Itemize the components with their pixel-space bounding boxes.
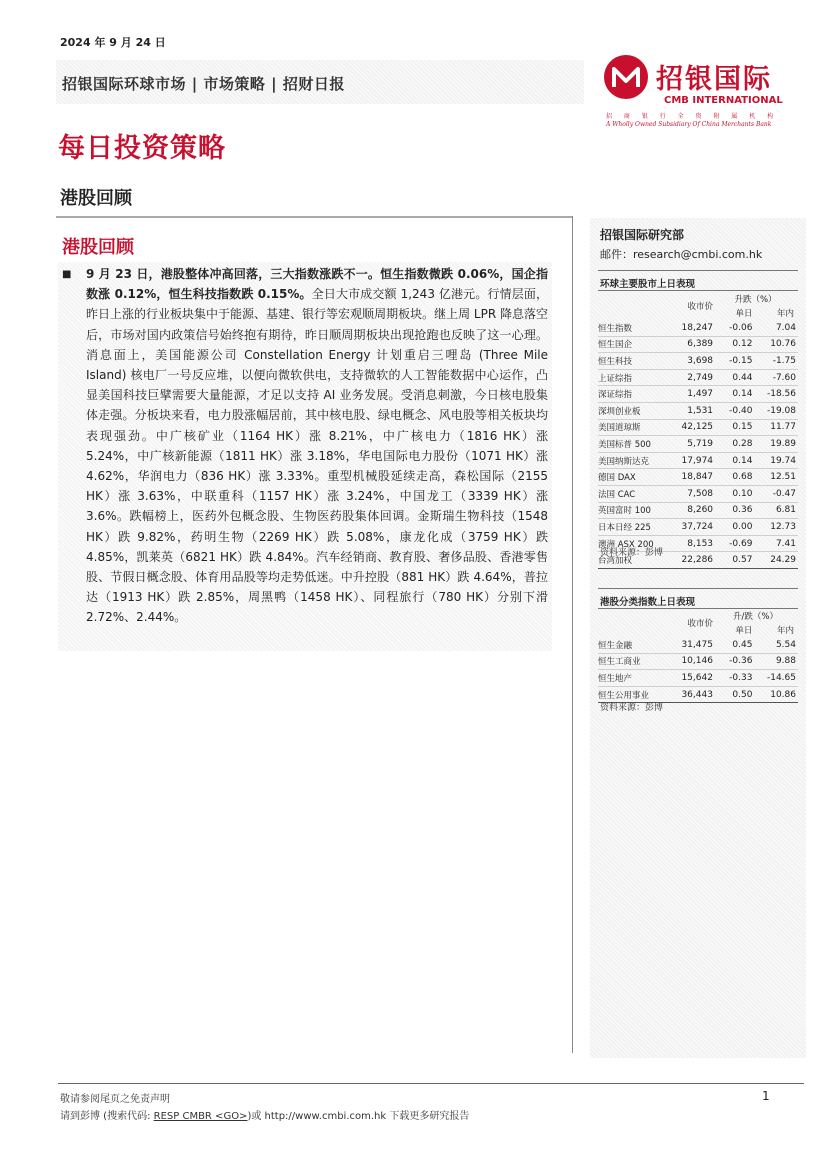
ytd-change: -1.75	[772, 355, 796, 366]
close-value: 3,698	[687, 355, 714, 366]
paragraph-lead: 9 月 23 日，港股整体冲高回落，三大指数涨跌不一。恒生指数微跌 0.06%，国企指数涨 0.12%，恒生科技指数跌 0.15%。	[86, 267, 548, 302]
close-value: 8,153	[687, 538, 714, 549]
close-value: 36,443	[681, 689, 713, 700]
paragraph-body: 全日大市成交额 1,243 亿港元。行情层面，昨日上涨的行业板块集中于能源、基建、银行等宏观顺周期板块。继上周 LPR 降息落空后，市场对国内政策信号始终抱有期待，昨日顺周期板块出现抢跑也反映了这一心理。消息面上，美国能源公司 Constellation Energy 计划重启三哩岛 (Three Mile Island) 核电厂一号反应堆，以便向微软供电，支持微软的人工智能数据中心运作，凸显美国科技巨擘需要大量能源，才足以支持 AI 业务发展。受消息刺激，今日核电股集体走强。分板块来看，电力股涨幅居前，其中核电股、绿电概念、风电股等相关板块均表现强劲。中广核矿业（1164 HK）涨 8.21%，中广核电力（1816 HK）涨 5.24%，中广核新能源（1811 HK）涨 3.18%，华电国际电力股份（1071 HK）涨 4.62%，华润电力（836 HK）涨 3.33%。重型机械股延续走高，森松国际（2155 HK）涨 3.63%，中联重科（1157 HK）涨 3.24%，中国龙工（3339 HK）涨 3.6%。跌幅榜上，医药外包概念股、生物医药股集体回调。金斯瑞生物科技（1548 HK）跌 9.82%，药明生物（2269 HK）跌 5.08%，康龙化成（3759 HK）跌 4.85%，凯莱英（6821 HK）跌 4.84%。汽车经销商、教育股、奢侈品股、香港零售股、节假日概念股、体育用品股等均走势低迷。中升控股（881 HK）跌 4.64%，普拉达（1913 HK）跌 2.85%，周黑鸭（1458 HK）、同程旅行（780 HK）分别下滑 2.72%、2.44%。	[86, 287, 549, 625]
ytd-change: -19.08	[766, 405, 796, 416]
footer-disclaimer: 敬请参阅尾页之免责声明	[60, 1094, 170, 1105]
close-value: 17,974	[681, 455, 714, 466]
day-change: 0.57	[732, 555, 753, 566]
close-value: 37,724	[681, 521, 714, 532]
table-row	[598, 353, 798, 370]
col-change: 升/跌（%）	[733, 612, 778, 622]
table-row	[598, 519, 798, 536]
title-divider	[56, 216, 573, 218]
day-change: 0.00	[732, 521, 753, 532]
day-change: 0.50	[732, 689, 753, 700]
index-name: 日本日经 225	[598, 522, 651, 533]
close-value: 18,247	[681, 322, 714, 333]
global-markets-table	[598, 292, 798, 569]
table2-source: 资料来源：彭博	[600, 703, 664, 713]
index-name: 恒生国企	[598, 340, 633, 351]
table-row	[598, 369, 798, 386]
ytd-change: 10.76	[770, 339, 796, 350]
market-review-paragraph	[86, 264, 548, 628]
index-name: 恒生公用事业	[598, 690, 650, 701]
contact-prefix: 请到彭博 (搜索代码:	[60, 1111, 154, 1122]
close-value: 22,286	[681, 555, 714, 566]
ytd-change: 12.73	[770, 521, 796, 532]
day-change: 0.28	[732, 438, 753, 449]
table2-top-rule	[598, 588, 798, 589]
ytd-change: 19.74	[770, 455, 796, 466]
close-value: 42,125	[681, 422, 714, 433]
document-subtitle: 港股回顾	[60, 188, 132, 209]
close-value: 31,475	[681, 639, 713, 650]
ytd-change: 12.51	[770, 472, 796, 483]
col-close: 收市价	[687, 619, 713, 629]
banner-title: 招银国际环球市场 | 市场策略 | 招财日报	[62, 75, 345, 93]
table-row	[598, 320, 798, 336]
square-bullet-icon: ■	[62, 269, 72, 280]
table-row	[598, 419, 798, 436]
day-change: 0.44	[732, 372, 753, 383]
index-name: 法国 CAC	[598, 489, 636, 500]
index-name: 恒生工商业	[598, 657, 641, 668]
day-change: 0.15	[732, 422, 753, 433]
index-name: 英国富时 100	[598, 506, 651, 517]
close-value: 1,497	[687, 389, 714, 400]
index-name: 澳洲 ASX 200	[598, 539, 654, 550]
table-row	[598, 336, 798, 353]
document-title: 每日投资策略	[58, 133, 226, 164]
ytd-change: -7.60	[772, 372, 796, 383]
logo-mark-icon	[604, 55, 648, 99]
table-row	[598, 386, 798, 403]
close-value: 5,719	[687, 438, 714, 449]
logo-subsidiary-cn: 招 商 银 行 全 资 附 属 机 构	[606, 113, 779, 120]
close-value: 7,508	[687, 488, 714, 499]
table-row	[598, 402, 798, 419]
table-row	[598, 670, 798, 687]
table1-title: 环球主要股市上日表现	[600, 279, 696, 290]
day-change: 0.14	[732, 389, 753, 400]
col-change: 升跌（%）	[734, 295, 777, 305]
table1-top-rule	[598, 270, 798, 271]
index-name: 上证综指	[598, 373, 633, 384]
col-ytd: 年内	[776, 626, 794, 636]
research-dept: 招银国际研究部	[600, 228, 685, 242]
ytd-change: 24.29	[770, 555, 796, 566]
close-value: 2,749	[687, 372, 714, 383]
index-name: 美国道琼斯	[598, 423, 641, 434]
table-row	[598, 502, 798, 519]
logo-chinese-name: 招银国际	[656, 64, 772, 95]
day-change: 0.12	[732, 339, 753, 350]
day-change: 0.68	[732, 472, 753, 483]
day-change: -0.33	[729, 672, 753, 683]
day-change: -0.69	[729, 538, 753, 549]
close-value: 6,389	[687, 339, 714, 350]
footer-rule	[58, 1083, 804, 1084]
col-ytd: 年内	[776, 309, 794, 319]
report-date: 2024 年 9 月 24 日	[60, 36, 166, 49]
ytd-change: 9.88	[775, 656, 796, 667]
ytd-change: 6.81	[775, 505, 796, 516]
col-day: 单日	[735, 626, 753, 636]
logo-subsidiary-en: A Wholly Owned Subsidiary Of China Merchants Bank	[606, 121, 772, 128]
close-value: 15,642	[681, 672, 713, 683]
close-value: 8,260	[687, 505, 714, 516]
col-close: 收市价	[687, 302, 714, 312]
ytd-change: 19.89	[770, 438, 796, 449]
day-change: 0.45	[732, 639, 753, 650]
day-change: -0.40	[729, 405, 753, 416]
table-row	[598, 485, 798, 502]
index-name: 恒生金融	[598, 640, 633, 651]
close-value: 10,146	[681, 656, 713, 667]
ytd-change: 10.86	[770, 689, 796, 700]
index-name: 恒生科技	[598, 356, 633, 367]
contact-email: 邮件：research@cmbi.com.hk	[600, 248, 763, 261]
ytd-change: 5.54	[775, 639, 796, 650]
index-name: 台湾加权	[598, 556, 633, 567]
table-row	[598, 653, 798, 670]
logo-english-name: CMB INTERNATIONAL	[664, 95, 783, 106]
close-value: 1,531	[687, 405, 714, 416]
ytd-change: 11.77	[770, 422, 796, 433]
day-change: -0.15	[729, 355, 753, 366]
index-name: 美国标普 500	[598, 439, 651, 450]
table-row	[598, 452, 798, 469]
index-name: 恒生地产	[598, 673, 633, 684]
page-number: 1	[762, 1089, 770, 1103]
day-change: 0.36	[732, 505, 753, 516]
day-change: 0.14	[732, 455, 753, 466]
bloomberg-code-link[interactable]: RESP CMBR <GO>	[153, 1111, 248, 1122]
footer-contact	[60, 1107, 469, 1122]
day-change: -0.06	[729, 322, 753, 333]
index-name: 美国纳斯达克	[598, 456, 650, 467]
ytd-change: 7.41	[775, 538, 796, 549]
ytd-change: 7.04	[775, 322, 796, 333]
hk-sector-table	[598, 609, 798, 703]
ytd-change: -18.56	[766, 389, 796, 400]
table2-title: 港股分类指数上日表现	[600, 597, 696, 608]
col-day: 单日	[735, 309, 753, 319]
close-value: 18,847	[681, 472, 714, 483]
table-row	[598, 469, 798, 486]
day-change: -0.36	[729, 656, 753, 667]
index-name: 深圳创业板	[598, 406, 641, 417]
index-name: 恒生指数	[598, 323, 633, 334]
cmbi-logo	[604, 55, 804, 135]
index-name: 德国 DAX	[598, 473, 636, 484]
table1-title-rule	[598, 290, 798, 291]
contact-suffix: )或 http://www.cmbi.com.hk 下载更多研究报告	[247, 1111, 470, 1122]
column-divider	[572, 216, 573, 1053]
table1-source: 资料来源：彭博	[600, 548, 664, 558]
day-change: 0.10	[732, 488, 753, 499]
table-row	[598, 436, 798, 453]
ytd-change: -0.47	[772, 488, 796, 499]
index-name: 深证综指	[598, 390, 633, 401]
section-title: 港股回顾	[62, 237, 134, 258]
ytd-change: -14.65	[766, 672, 796, 683]
table-row	[598, 637, 798, 653]
